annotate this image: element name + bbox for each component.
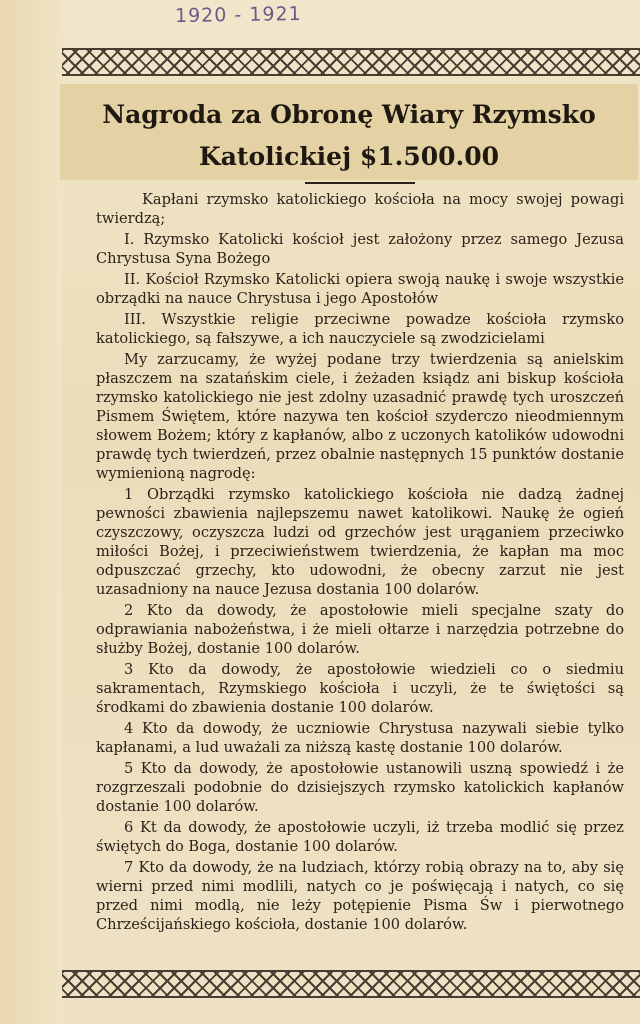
- title-divider: [305, 182, 415, 184]
- title-line-1: Nagroda za Obronę Wiary Rzymsko: [102, 100, 596, 129]
- paragraph-point-4: 4 Kto da dowody, że uczniowie Chrystusa nazywali siebie tylko kapłanami, a lud uważali za niższą kastę dostanie 100 dolarów.: [96, 720, 624, 756]
- paragraph-claim-3: III. Wszystkie religie przeciwne powadze kościoła rzymsko katolickiego, są fałszywe, a ich nauczyciele są zwodzicielami: [96, 311, 624, 347]
- page-title: [60, 94, 638, 178]
- ornamental-border-bottom: [62, 970, 640, 998]
- paper-margin: [0, 0, 62, 1024]
- paragraph-claim-2: II. Kościoł Rzymsko Katolicki opiera swoją naukę i swoje wszystkie obrządki na nauce Chrystusa i jego Apostołów: [96, 271, 624, 307]
- paragraph-point-3: 3 Kto da dowody, że apostołowie wiedzieli co o siedmiu sakramentach, Rzymskiego kościoła i uczyli, że te świętości są środkami do zbawienia dostanie 100 dolarów.: [96, 661, 624, 716]
- paragraph-point-2: 2 Kto da dowody, że apostołowie mieli specjalne szaty do odprawiania nabożeństwa, i że mieli ołtarze i narzędzia potrzebne do służby Bożej, dostanie 100 dolarów.: [96, 602, 624, 657]
- paragraph-point-1: 1 Obrządki rzymsko katolickiego kościoła nie dadzą żadnej pewności zbawienia najlepszemu nawet katolikowi. Naukę że ogień czyszczowy, oczyszcza ludzi od grzechów jest urąganiem przeciwko miłości Bożej, i przeciwieństwem twierdzenia, że kapłan ma moc odpuszczać grzechy, kto udowodni, że obecny zarzut nie jest uzasadniony na nauce Jezusa dostania 100 dolarów.: [96, 486, 624, 598]
- paragraph-claim-1: I. Rzymsko Katolicki kościoł jest założony przez samego Jezusa Chrystusa Syna Bożego: [96, 231, 624, 267]
- paragraph-point-7: 7 Kto da dowody, że na ludziach, którzy robią obrazy na to, aby się wierni przed nimi modlili, natych co je poświęcają i natych, co się przed nimi modlą, nie leży potępienie Pisma Św i pierwotnego Chrześcijańskiego kościoła, dostanie 100 dolarów.: [96, 859, 624, 933]
- title-line-2: Katolickiej $1.500.00: [198, 142, 499, 171]
- article-body: [96, 190, 624, 936]
- ornamental-border-top: [62, 48, 640, 76]
- handwritten-note: 1920 - 1921: [174, 2, 302, 28]
- paragraph-intro: Kapłani rzymsko katolickiego kościoła na mocy swojej powagi twierdzą;: [96, 191, 624, 227]
- title-box: [60, 84, 638, 180]
- paragraph-point-6: 6 Kt da dowody, że apostołowie uczyli, iż trzeba modlić się przez świętych do Boga, dostanie 100 dolarów.: [96, 819, 624, 855]
- paragraph-challenge: My zarzucamy, że wyżej podane trzy twierdzenia są anielskim płaszczem na szatańskim ciele, i żeżaden ksiądz ani biskup kościoła rzymsko katolickiego nie jest zdolny uzasadnić prawdę tych uroszczeń Pismem Świętem, które nazywa ten kościoł szyderczo nieodmiennym słowem Bożem; który z kapłanów, albo z uczonych katolików udowodni prawdę tych twierdzeń, przez obalnie następnych 15 punktów dostanie wymienioną nagrodę:: [96, 351, 624, 482]
- paragraph-point-5: 5 Kto da dowody, że apostołowie ustanowili uszną spowiedź i że rozgrzeszali podobnie do dzisiejszych rzymsko katolickich kapłanów dostanie 100 dolarów.: [96, 760, 624, 815]
